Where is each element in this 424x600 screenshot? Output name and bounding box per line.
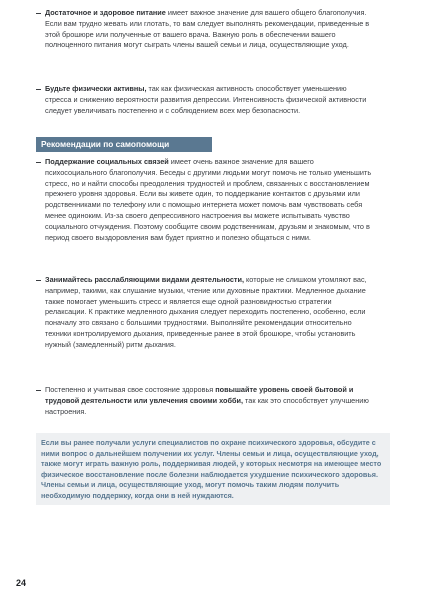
bullet-bold: Достаточное и здоровое питание (45, 8, 166, 17)
bullet-bold: Будьте физически активны, (45, 84, 147, 93)
bullet-bold: Занимайтесь расслабляющими видами деятельности, (45, 275, 244, 284)
bullet-dash (36, 280, 41, 281)
bullet-dash (36, 13, 41, 14)
bullet-body: так как это способствует улучшению настроения. (45, 395, 369, 416)
bullet-body: имеет важное значение для вашего общего благополучия. Если вам трудно жевать или глотать, то вам следует выполнять рекомендации, приведенные в этой брошюре или полученные от вашего врача. Важную роль в обеспечении вашего полноценного питания могут сыграть члены вашей семьи и лица, осуществляющие уход. (45, 8, 370, 50)
bullet-activity-level (36, 385, 372, 417)
bullet-physical-activity (36, 84, 372, 116)
bullet-lead: Постепенно и учитывая свое состояние здоровья (45, 385, 216, 394)
page-number: 24 (16, 578, 27, 588)
bullet-dash (36, 390, 41, 391)
bullet-body: которые не слишком утомляют вас, например, такими, как слушание музыки, чтение или духовные практики. Медленное дыхание также помогает уменьшить стресс и является еще одной разновидностью стратегии релаксации. К практике медленного дыхания следует переходить постепенно, особенно, если поначалу это связано с большими трудностями. Выполняйте рекомендации относительно техники контролируемого дыхания, приведенные ранее в этой брошюре, чтобы установить нужный (замедленный) ритм дыхания. (45, 275, 367, 349)
callout-box (36, 433, 390, 505)
bullet-text (45, 157, 372, 243)
bullet-bold: Поддержание социальных связей (45, 157, 169, 166)
bullet-text (45, 275, 372, 351)
bullet-text (45, 385, 372, 417)
bullet-body: так как физическая активность способствует уменьшению стресса и снижению вероятности развития депрессии. Интенсивность физической активности следует увеличивать постепенно и с соблюдением всех мер безопасности. (45, 84, 367, 115)
bullet-dash (36, 162, 41, 163)
bullet-text (45, 8, 372, 51)
section-header-self-help (36, 137, 212, 152)
bullet-body: имеет очень важное значение для вашего психосоциального благополучия. Беседы с другими людьми могут помочь не только уменьшить стресс, но и найти способы преодоления трудностей и проблем, связанных с восстановлением прежнего уровня здоровья. Если вы живете один, то поддержание контактов с друзьями или родственниками по телефону или с помощью интернета может помочь вам чувствовать себя менее одиноким. Из-за своего депрессивного настроения вы можете испытывать чувство социального отчуждения. Поэтому сообщите своим родственникам, друзьям и знакомым, что в период своего выздоровления вам будет приятно и полезно общаться с ними. (45, 157, 372, 242)
bullet-social-connections (36, 157, 372, 243)
callout-text: Если вы ранее получали услуги специалистов по охране психического здоровья, обсудите с ними вопрос о дальнейшем получении их услуг. Члены семьи и лица, осуществляющие уход, также могут играть важную роль, поддерживая людей, у которых несмотря на имеющее место физическое восстановление после болезни наблюдается ухудшение психического здоровья. Члены семьи и лица, осуществляющие уход, могут помочь таким людям получить необходимую поддержку, когда они в ней нуждаются. (41, 438, 382, 500)
bullet-bold: повышайте уровень своей бытовой и трудовой деятельности или увлечения своими хобби, (45, 385, 354, 405)
section-title: Рекомендации по самопомощи (41, 139, 170, 149)
bullet-nutrition (36, 8, 372, 51)
bullet-dash (36, 89, 41, 90)
bullet-text (45, 84, 372, 116)
bullet-relaxation (36, 275, 372, 351)
